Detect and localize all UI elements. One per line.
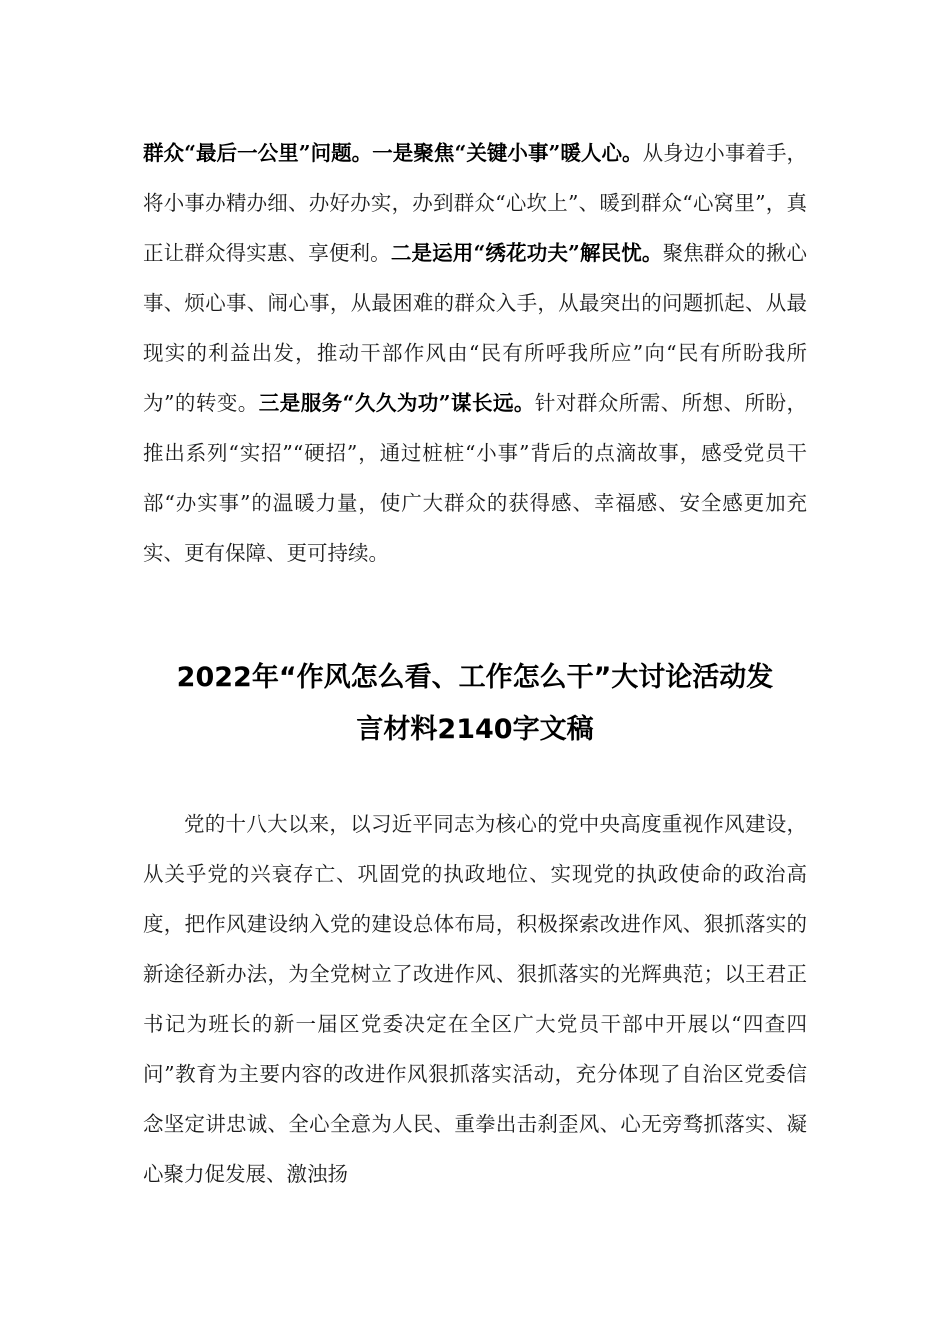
document-title: [120, 652, 830, 756]
paragraph-1-segment-5: 聚焦群众的揪心事、烦心事、闹心事，从最困难的群众入手，从最突出的问题抓起、从最现实的利益出发，推动干部作风由“民有所呼我所应”向“民有所盼我所为”的转变。: [143, 241, 807, 415]
paragraph-1-segment-7: 针对群众所需、所想、所盼，推出系列“实招”“硬招”，通过桩桩“小事”背后的点滴故事，感受党员干部“办实事”的温暖力量，使广大群众的获得感、幸福感、安全感更加充实、更有保障、更可持续。: [143, 391, 808, 565]
paragraph-1-segment-3: 从身边小事着手，将小事办精办细、办好办实，办到群众“心坎上”、暖到群众“心窝里”，真正让群众得实惠、享便利。: [143, 141, 807, 265]
paragraph-1-segment-6: 三是服务“久久为功”谋长远。: [258, 391, 535, 415]
paragraph-1-segment-4: 二是运用“绣花功夫”解民忧。: [390, 241, 663, 265]
body-paragraph-2: 党的十八大以来，以习近平同志为核心的党中央高度重视作风建设，从关乎党的兴衰存亡、巩固党的执政地位、实现党的执政使命的政治高度，把作风建设纳入党的建设总体布局，积极探索改进作风、狠抓落实的新途径新办法，为全党树立了改进作风、狠抓落实的光辉典范；以王君正书记为班长的新一届区党委决定在全区广大党员干部中开展以“四查四问”教育为主要内容的改进作风狠抓落实活动，充分体现了自治区党委信念坚定讲忠诚、全心全意为人民、重拳出击刹歪风、心无旁骛抓落实、凝心聚力促发展、激浊扬: [143, 812, 807, 1186]
document-title-line-2: 言材料2140字文稿: [356, 714, 594, 745]
paragraph-1-segment-1: 群众“最后一公里”问题。: [143, 141, 373, 165]
body-paragraph-1: [143, 128, 807, 578]
paragraph-1-segment-2: 一是聚焦“关键小事”暖人心。: [372, 141, 643, 165]
document-title-line-1: 2022年“作风怎么看、工作怎么干”大讨论活动发: [176, 662, 774, 693]
